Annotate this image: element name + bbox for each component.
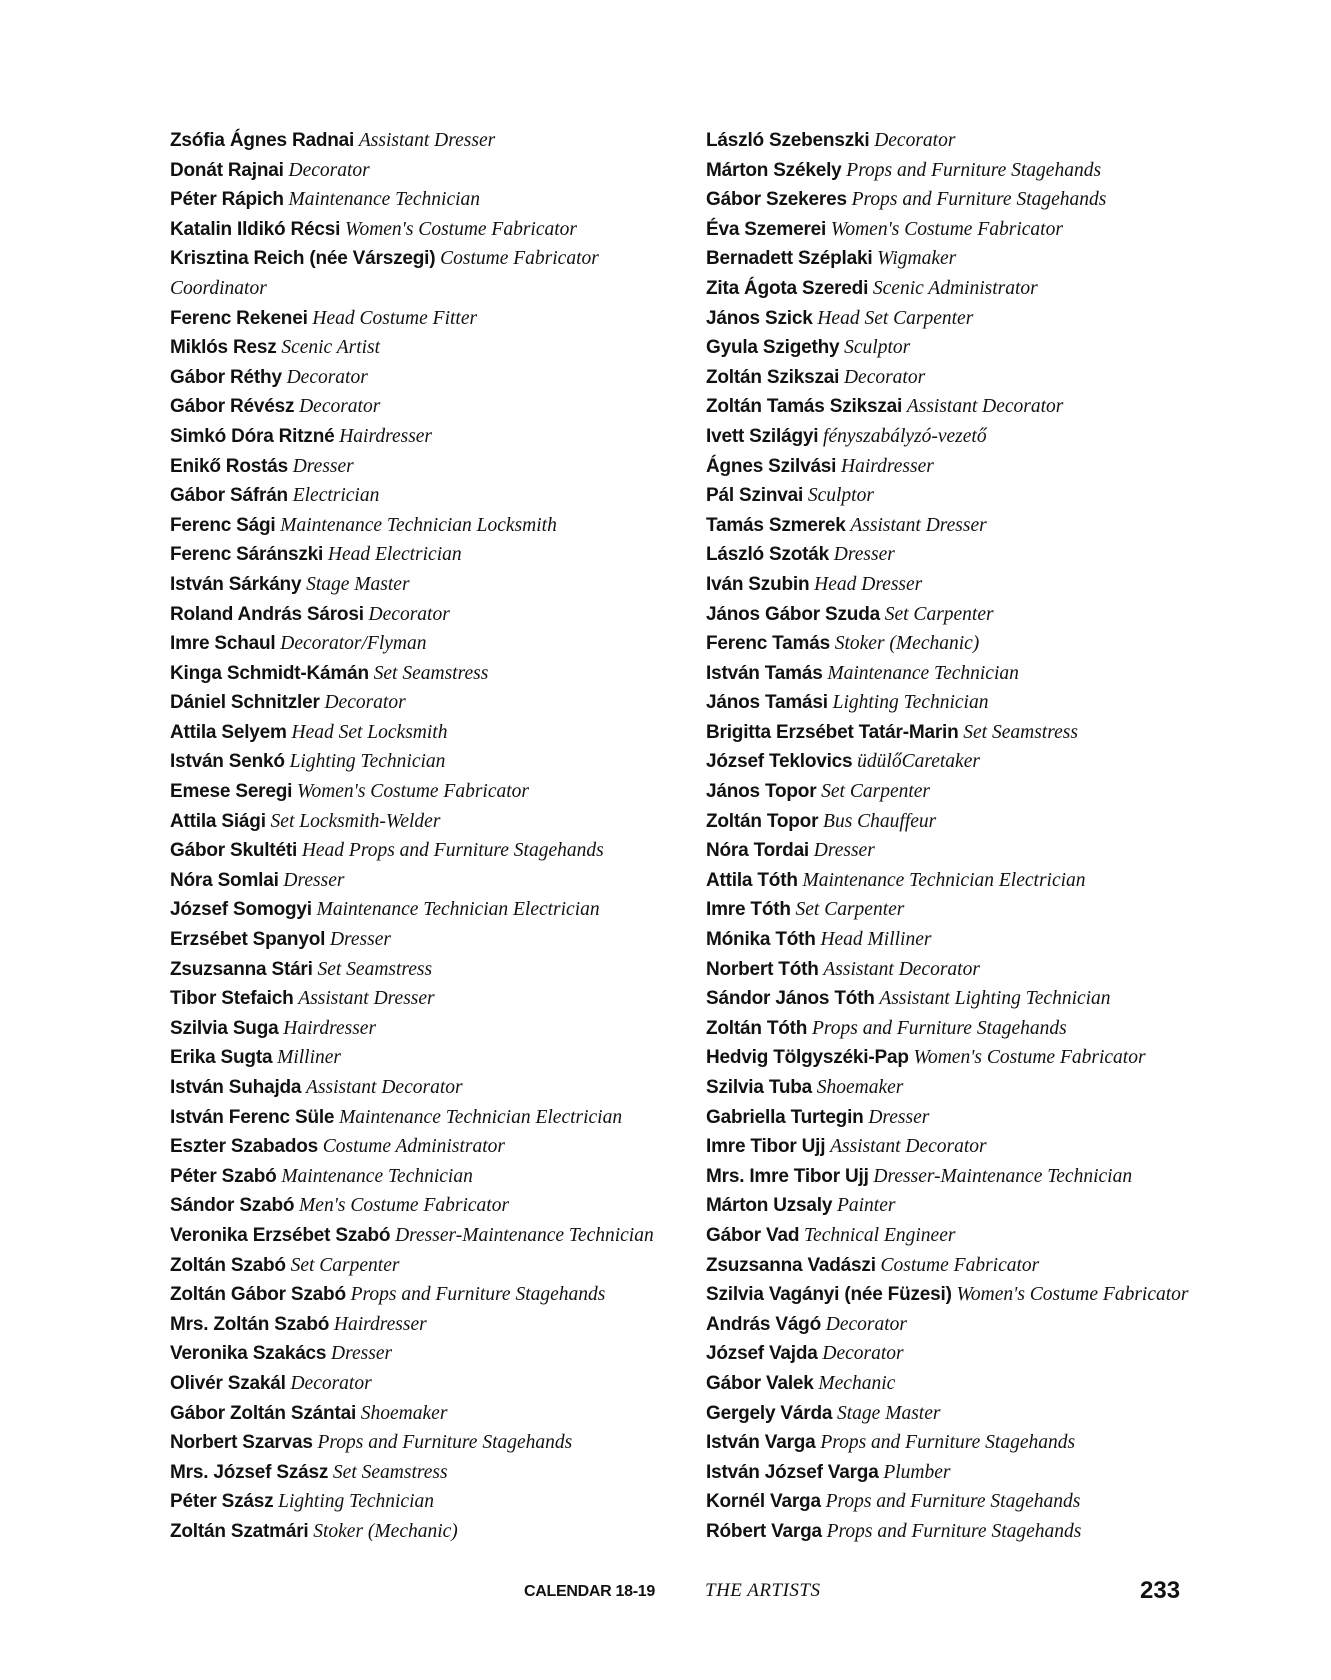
staff-role: Scenic Artist bbox=[281, 337, 381, 359]
staff-entry bbox=[170, 126, 650, 156]
staff-role: Head Set Locksmith bbox=[291, 721, 448, 743]
staff-entry bbox=[706, 836, 1266, 866]
staff-role: Stoker (Mechanic) bbox=[313, 1520, 458, 1542]
staff-role: Lighting Technician bbox=[832, 692, 989, 714]
staff-role: Set Seamstress bbox=[963, 721, 1078, 743]
footer-publication: CALENDAR 18-19 bbox=[524, 1583, 655, 1600]
staff-name: Imre Schaul bbox=[170, 633, 276, 655]
staff-entry bbox=[706, 1043, 1266, 1073]
staff-role: Maintenance Technician bbox=[281, 1165, 473, 1187]
staff-name: József Teklovics bbox=[706, 751, 853, 773]
staff-entry bbox=[170, 1369, 650, 1399]
staff-name: Attila Siági bbox=[170, 810, 266, 832]
staff-role: Set Carpenter bbox=[821, 781, 931, 803]
staff-role: Decorator bbox=[368, 603, 450, 625]
staff-entry bbox=[170, 1251, 650, 1281]
staff-name: István Sárkány bbox=[170, 573, 302, 595]
staff-role: Hairdresser bbox=[283, 1017, 377, 1039]
staff-entry bbox=[706, 274, 1266, 304]
staff-role: Dresser bbox=[283, 869, 345, 891]
staff-name: Veronika Szakács bbox=[170, 1343, 327, 1365]
staff-entry bbox=[170, 1399, 650, 1429]
staff-name: Gábor Valek bbox=[706, 1372, 814, 1394]
staff-name: Szilvia Suga bbox=[170, 1017, 279, 1039]
staff-entry bbox=[170, 1221, 654, 1251]
staff-entry bbox=[170, 600, 650, 630]
staff-role: Painter bbox=[836, 1195, 896, 1217]
staff-role: Dresser-Maintenance Technician bbox=[873, 1165, 1133, 1187]
staff-name: István Ferenc Süle bbox=[170, 1106, 335, 1128]
staff-name: Imre Tóth bbox=[706, 899, 791, 921]
staff-entry bbox=[706, 984, 1266, 1014]
staff-entry bbox=[170, 215, 650, 245]
staff-entry bbox=[706, 333, 1266, 363]
staff-role: Set Carpenter bbox=[290, 1254, 400, 1276]
staff-name: Eszter Szabados bbox=[170, 1136, 318, 1158]
staff-entry bbox=[706, 215, 1266, 245]
staff-name: Veronika Erzsébet Szabó bbox=[170, 1224, 391, 1246]
staff-entry bbox=[706, 1310, 1266, 1340]
staff-entry bbox=[706, 925, 1266, 955]
staff-name: Attila Tóth bbox=[706, 869, 798, 891]
staff-role: Women's Costume Fabricator bbox=[296, 781, 530, 803]
staff-role: Plumber bbox=[883, 1461, 951, 1483]
staff-role: Maintenance Technician Electrician bbox=[802, 869, 1086, 891]
staff-name: Norbert Szarvas bbox=[170, 1432, 313, 1454]
staff-name: István József Varga bbox=[706, 1461, 879, 1483]
staff-entry bbox=[706, 1399, 1266, 1429]
staff-entry bbox=[170, 955, 650, 985]
staff-role: Lighting Technician bbox=[289, 751, 446, 773]
staff-role: Decorator/Flyman bbox=[280, 633, 427, 655]
staff-name: Gábor Révész bbox=[170, 396, 295, 418]
staff-role: Scenic Administrator bbox=[872, 277, 1038, 299]
staff-entry bbox=[706, 777, 1266, 807]
staff-entry bbox=[706, 452, 1266, 482]
staff-name: János Topor bbox=[706, 781, 817, 803]
staff-role: Props and Furniture Stagehands bbox=[820, 1432, 1076, 1454]
staff-name: István Suhajda bbox=[170, 1077, 302, 1098]
staff-entry bbox=[170, 333, 650, 363]
staff-name: Ivett Szilágyi bbox=[706, 425, 819, 447]
staff-role: Dresser bbox=[292, 455, 354, 477]
staff-role: Set Seamstress bbox=[332, 1461, 448, 1483]
staff-role: Head Milliner bbox=[820, 929, 932, 951]
staff-name: Krisztina Reich (née Várszegi) bbox=[170, 248, 436, 270]
staff-name: Dániel Schnitzler bbox=[170, 692, 320, 714]
staff-name: János Gábor Szuda bbox=[706, 603, 880, 625]
staff-role: Set Locksmith-Welder bbox=[270, 810, 441, 832]
staff-name: István Varga bbox=[706, 1432, 816, 1454]
staff-entry bbox=[706, 895, 1266, 925]
staff-name: János Tamási bbox=[706, 692, 828, 714]
staff-role: Decorator bbox=[299, 396, 381, 418]
staff-role: Dresser bbox=[813, 840, 875, 862]
staff-name: Roland András Sárosi bbox=[170, 603, 364, 625]
staff-role: Decorator bbox=[874, 130, 956, 151]
staff-entry bbox=[170, 1103, 650, 1133]
staff-name: Kornél Varga bbox=[706, 1491, 821, 1513]
staff-role: Mechanic bbox=[818, 1372, 896, 1394]
staff-role: Assistant Dresser bbox=[850, 514, 987, 536]
staff-role: Women's Costume Fabricator bbox=[344, 218, 578, 240]
staff-role: Decorator bbox=[324, 692, 406, 714]
staff-entry bbox=[170, 422, 650, 452]
staff-entry bbox=[170, 777, 650, 807]
staff-name: Emese Seregi bbox=[170, 781, 293, 803]
staff-role: Head Dresser bbox=[814, 573, 923, 595]
staff-entry bbox=[170, 481, 650, 511]
staff-role: Milliner bbox=[277, 1047, 342, 1069]
staff-entry bbox=[706, 1339, 1266, 1369]
staff-entry bbox=[706, 1162, 1266, 1192]
staff-role: Decorator bbox=[286, 366, 368, 388]
staff-name: Zoltán Tóth bbox=[706, 1017, 808, 1039]
staff-entry bbox=[706, 1369, 1266, 1399]
staff-role: Hairdresser bbox=[339, 425, 433, 447]
staff-entry bbox=[170, 452, 650, 482]
staff-entry bbox=[706, 511, 1266, 541]
staff-name: Mrs. Zoltán Szabó bbox=[170, 1313, 330, 1335]
staff-role: Women's Costume Fabricator bbox=[913, 1047, 1146, 1069]
staff-role: Hairdresser bbox=[333, 1313, 427, 1335]
staff-name: Róbert Varga bbox=[706, 1520, 822, 1542]
staff-name: Gábor Vad bbox=[706, 1224, 800, 1246]
staff-role: Sculptor bbox=[807, 485, 874, 507]
staff-name: Péter Szász bbox=[170, 1491, 274, 1513]
staff-name: Péter Szabó bbox=[170, 1165, 277, 1187]
staff-name: Gyula Szigethy bbox=[706, 337, 840, 359]
staff-entry bbox=[706, 570, 1266, 600]
staff-role: Assistant Decorator bbox=[830, 1136, 987, 1158]
staff-name: Donát Rajnai bbox=[170, 159, 284, 181]
staff-name: Zoltán Gábor Szabó bbox=[170, 1284, 346, 1306]
staff-entry bbox=[170, 570, 650, 600]
staff-name: Zita Ágota Szeredi bbox=[706, 277, 869, 299]
staff-entry bbox=[706, 481, 1266, 511]
staff-entry bbox=[706, 659, 1266, 689]
staff-role: Dresser bbox=[331, 1343, 393, 1365]
staff-name: Zoltán Szatmári bbox=[170, 1520, 309, 1542]
right-column bbox=[706, 126, 1266, 1547]
staff-entry bbox=[170, 1428, 650, 1458]
staff-entry bbox=[170, 836, 650, 866]
staff-role: Assistant Lighting Technician bbox=[879, 988, 1111, 1010]
staff-entry bbox=[170, 925, 650, 955]
staff-entry bbox=[706, 955, 1266, 985]
staff-role: Dresser bbox=[833, 544, 895, 566]
staff-entry bbox=[706, 1458, 1266, 1488]
staff-role: Maintenance Technician Electrician bbox=[339, 1106, 623, 1128]
staff-entry bbox=[170, 718, 650, 748]
staff-role: Decorator bbox=[843, 366, 926, 388]
staff-entry bbox=[170, 1458, 650, 1488]
staff-role: Assistant Decorator bbox=[306, 1077, 463, 1098]
staff-name: Norbert Tóth bbox=[706, 958, 819, 980]
staff-name: Erzsébet Spanyol bbox=[170, 929, 326, 951]
staff-role: Props and Furniture Stagehands bbox=[317, 1432, 573, 1454]
staff-role: Stage Master bbox=[306, 573, 410, 595]
staff-role: Stoker (Mechanic) bbox=[834, 633, 980, 655]
staff-entry bbox=[706, 1191, 1266, 1221]
staff-role: Dresser bbox=[868, 1106, 930, 1128]
staff-name: Iván Szubin bbox=[706, 573, 810, 595]
staff-name: Erika Sugta bbox=[170, 1047, 273, 1069]
staff-entry bbox=[706, 629, 1266, 659]
staff-name: József Vajda bbox=[706, 1343, 818, 1365]
staff-entry bbox=[170, 1487, 650, 1517]
staff-name: Brigitta Erzsébet Tatár-Marin bbox=[706, 721, 959, 743]
staff-entry bbox=[170, 244, 650, 303]
staff-role: Head Props and Furniture Stagehands bbox=[301, 840, 604, 862]
staff-entry bbox=[170, 185, 650, 215]
staff-name: Ferenc Sági bbox=[170, 514, 276, 536]
staff-entry bbox=[706, 866, 1266, 896]
staff-name: László Szebenszki bbox=[706, 130, 870, 151]
staff-name: Hedvig Tölgyszéki-Pap bbox=[706, 1047, 909, 1069]
staff-entry bbox=[170, 1014, 650, 1044]
staff-name: Zoltán Szikszai bbox=[706, 366, 840, 388]
staff-name: Nóra Tordai bbox=[706, 840, 810, 862]
staff-name: Kinga Schmidt-Kámán bbox=[170, 662, 369, 684]
staff-role: fényszabályzó-vezető bbox=[823, 425, 987, 447]
staff-entry bbox=[706, 1280, 1266, 1310]
staff-entry bbox=[706, 392, 1266, 422]
staff-entry bbox=[706, 422, 1266, 452]
staff-name: Mrs. József Szász bbox=[170, 1461, 329, 1483]
staff-role: Set Carpenter bbox=[884, 603, 994, 625]
staff-name: Imre Tibor Ujj bbox=[706, 1136, 826, 1158]
staff-name: Zsófia Ágnes Radnai bbox=[170, 130, 355, 151]
staff-entry bbox=[170, 1162, 650, 1192]
staff-name: Gergely Várda bbox=[706, 1402, 833, 1424]
staff-role: Head Set Carpenter bbox=[817, 307, 974, 329]
staff-role: Women's Costume Fabricator bbox=[956, 1284, 1189, 1306]
staff-name: Zsuzsanna Stári bbox=[170, 958, 313, 980]
staff-name: Gábor Réthy bbox=[170, 366, 282, 388]
staff-name: Szilvia Tuba bbox=[706, 1077, 812, 1098]
staff-role: Decorator bbox=[290, 1372, 372, 1394]
staff-entry bbox=[706, 1251, 1266, 1281]
staff-role: Props and Furniture Stagehands bbox=[826, 1520, 1082, 1542]
staff-role: Technical Engineer bbox=[803, 1224, 956, 1246]
staff-name: Márton Uzsaly bbox=[706, 1195, 833, 1217]
staff-role: Shoemaker bbox=[360, 1402, 448, 1424]
staff-role: Maintenance Technician bbox=[827, 662, 1019, 684]
staff-entry bbox=[706, 185, 1266, 215]
staff-role: Set Seamstress bbox=[317, 958, 433, 980]
staff-name: Sándor János Tóth bbox=[706, 988, 875, 1010]
staff-name: Miklós Resz bbox=[170, 337, 277, 359]
staff-entry bbox=[706, 1132, 1266, 1162]
staff-name: Katalin Ildikó Récsi bbox=[170, 218, 341, 240]
staff-role: Costume Administrator bbox=[322, 1136, 505, 1158]
staff-name: Gábor Sáfrán bbox=[170, 485, 288, 507]
staff-name: Ferenc Tamás bbox=[706, 633, 830, 655]
staff-name: Gábor Skultéti bbox=[170, 840, 298, 862]
staff-entry bbox=[706, 600, 1266, 630]
staff-entry bbox=[706, 1221, 1266, 1251]
staff-name: Olivér Szakál bbox=[170, 1372, 286, 1394]
staff-role: Men's Costume Fabricator bbox=[299, 1195, 510, 1217]
staff-role: Hairdresser bbox=[841, 455, 934, 477]
staff-role: Assistant Dresser bbox=[358, 130, 496, 151]
staff-role: Props and Furniture Stagehands bbox=[846, 159, 1102, 181]
staff-role: Costume Fabricator bbox=[880, 1254, 1040, 1276]
staff-name: Attila Selyem bbox=[170, 721, 287, 743]
staff-role: Dresser-Maintenance Technician bbox=[395, 1224, 654, 1246]
staff-entry bbox=[170, 1517, 650, 1547]
staff-name: Simkó Dóra Ritzné bbox=[170, 425, 335, 447]
staff-role: Props and Furniture Stagehands bbox=[350, 1284, 606, 1306]
staff-name: András Vágó bbox=[706, 1313, 821, 1335]
staff-role: Electrician bbox=[292, 485, 380, 507]
staff-name: Éva Szemerei bbox=[706, 218, 827, 240]
staff-entry bbox=[706, 688, 1266, 718]
staff-entry bbox=[706, 718, 1266, 748]
staff-role: Decorator bbox=[822, 1343, 904, 1365]
staff-name: Ágnes Szilvási bbox=[706, 455, 837, 477]
staff-role: Dresser bbox=[329, 929, 391, 951]
staff-entry bbox=[170, 1280, 650, 1310]
staff-role: Assistant Decorator bbox=[823, 958, 980, 980]
staff-name: Sándor Szabó bbox=[170, 1195, 295, 1217]
staff-role: Maintenance Technician bbox=[288, 189, 481, 211]
staff-name: János Szick bbox=[706, 307, 813, 329]
staff-entry bbox=[170, 156, 650, 186]
staff-name: Mónika Tóth bbox=[706, 929, 816, 951]
staff-entry bbox=[170, 392, 650, 422]
staff-role: Props and Furniture Stagehands bbox=[825, 1491, 1081, 1513]
staff-entry bbox=[170, 1191, 650, 1221]
staff-entry bbox=[706, 304, 1266, 334]
staff-role: Head Costume Fitter bbox=[312, 307, 478, 329]
staff-entry bbox=[170, 1132, 650, 1162]
staff-role: Decorator bbox=[288, 159, 370, 181]
staff-role: Sculptor bbox=[844, 337, 911, 359]
staff-role: Bus Chauffeur bbox=[823, 810, 937, 832]
staff-name: Zoltán Tamás Szikszai bbox=[706, 396, 903, 418]
staff-role: Decorator bbox=[825, 1313, 907, 1335]
staff-entry bbox=[170, 747, 650, 777]
staff-entry bbox=[170, 540, 650, 570]
staff-name: Zoltán Szabó bbox=[170, 1254, 286, 1276]
staff-role: Wigmaker bbox=[877, 248, 957, 270]
staff-name: Péter Rápich bbox=[170, 189, 284, 211]
staff-entry bbox=[170, 511, 650, 541]
staff-entry bbox=[706, 244, 1266, 274]
staff-name: Márton Székely bbox=[706, 159, 842, 181]
staff-name: Szilvia Vagányi (née Füzesi) bbox=[706, 1284, 952, 1306]
staff-entry bbox=[170, 363, 650, 393]
staff-name: Gábor Zoltán Szántai bbox=[170, 1402, 357, 1424]
staff-role: Maintenance Technician Electrician bbox=[316, 899, 600, 921]
staff-entry bbox=[170, 1310, 650, 1340]
staff-name: Enikő Rostás bbox=[170, 455, 288, 477]
staff-role: Women's Costume Fabricator bbox=[830, 218, 1063, 240]
staff-name: Zoltán Topor bbox=[706, 810, 819, 832]
staff-name: Mrs. Imre Tibor Ujj bbox=[706, 1165, 869, 1187]
staff-entry bbox=[706, 807, 1266, 837]
staff-entry bbox=[170, 895, 650, 925]
staff-name: Pál Szinvai bbox=[706, 485, 804, 507]
staff-name: Ferenc Sáránszki bbox=[170, 544, 324, 566]
staff-name: István Tamás bbox=[706, 662, 823, 684]
staff-role: Props and Furniture Stagehands bbox=[811, 1017, 1067, 1039]
staff-name: Bernadett Széplaki bbox=[706, 248, 873, 270]
staff-name: Zsuzsanna Vadászi bbox=[706, 1254, 876, 1276]
staff-role: Set Seamstress bbox=[373, 662, 489, 684]
staff-entry bbox=[706, 156, 1266, 186]
staff-entry bbox=[706, 747, 1266, 777]
staff-role: Assistant Decorator bbox=[906, 396, 1064, 418]
staff-entry bbox=[706, 540, 1266, 570]
staff-role: Shoemaker bbox=[816, 1077, 904, 1098]
staff-role: Stage Master bbox=[837, 1402, 941, 1424]
staff-entry bbox=[170, 629, 650, 659]
left-column bbox=[170, 126, 654, 1547]
staff-entry bbox=[706, 1517, 1266, 1547]
staff-role: Props and Furniture Stagehands bbox=[851, 189, 1107, 211]
staff-entry bbox=[706, 1073, 1266, 1103]
staff-name: László Szoták bbox=[706, 544, 830, 566]
staff-role: üdülőCaretaker bbox=[857, 751, 980, 773]
staff-role: Assistant Dresser bbox=[298, 988, 435, 1010]
staff-entry bbox=[170, 1073, 650, 1103]
staff-entry bbox=[706, 1428, 1266, 1458]
staff-entry bbox=[170, 1043, 650, 1073]
staff-name: Gabriella Turtegin bbox=[706, 1106, 864, 1128]
footer-section: THE ARTISTS bbox=[705, 1580, 821, 1601]
staff-name: Nóra Somlai bbox=[170, 869, 279, 891]
staff-role: Lighting Technician bbox=[278, 1491, 435, 1513]
staff-name: Gábor Szekeres bbox=[706, 189, 847, 211]
staff-entry bbox=[706, 126, 1266, 156]
staff-entry bbox=[170, 304, 650, 334]
staff-role: Costume Fabricator Coordinator bbox=[170, 248, 599, 299]
staff-name: Ferenc Rekenei bbox=[170, 307, 308, 329]
staff-entry bbox=[706, 363, 1266, 393]
staff-entry bbox=[170, 659, 650, 689]
staff-role: Head Electrician bbox=[327, 544, 462, 566]
staff-role: Set Carpenter bbox=[795, 899, 905, 921]
staff-entry bbox=[706, 1103, 1266, 1133]
page-number: 233 bbox=[1140, 1577, 1181, 1604]
staff-entry bbox=[706, 1487, 1266, 1517]
staff-name: Tibor Stefaich bbox=[170, 988, 294, 1010]
staff-entry bbox=[170, 688, 650, 718]
staff-entry bbox=[170, 1339, 650, 1369]
staff-entry bbox=[170, 866, 650, 896]
staff-name: Tamás Szmerek bbox=[706, 514, 846, 536]
staff-name: József Somogyi bbox=[170, 899, 312, 921]
staff-entry bbox=[170, 807, 650, 837]
staff-role: Maintenance Technician Locksmith bbox=[280, 514, 557, 536]
staff-entry bbox=[706, 1014, 1266, 1044]
staff-entry bbox=[170, 984, 650, 1014]
staff-name: István Senkó bbox=[170, 751, 285, 773]
